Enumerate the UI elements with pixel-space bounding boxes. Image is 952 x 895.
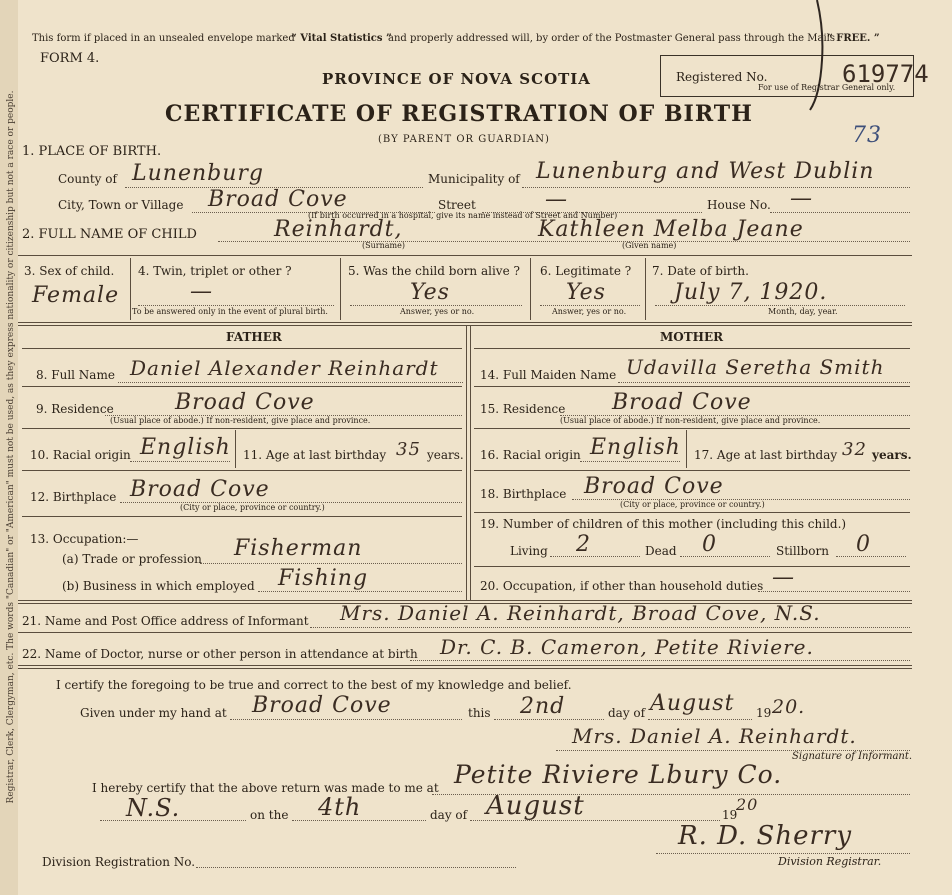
division-registration-label: Division Registration No. (42, 855, 196, 869)
child-surname-value: Reinhardt, (274, 217, 403, 242)
corner-mark: 73 (852, 123, 882, 148)
mother-occupation-label: 20. Occupation, if other than household duties (480, 579, 764, 593)
registered-number-value: 619774 (842, 60, 929, 88)
registrar-day-value: 4th (318, 793, 362, 821)
registrar-place-continued: N.S. (126, 794, 181, 822)
house-number-value: — (790, 186, 813, 211)
stillborn-label: Stillborn (776, 544, 829, 558)
certificate-subtitle: (BY PARENT OR GUARDIAN) (378, 134, 550, 145)
sex-label: 3. Sex of child. (24, 264, 115, 278)
mother-age-unit: years. (872, 448, 912, 462)
born-alive-note: Answer, yes or no. (400, 307, 475, 316)
registrar-day-of-label: day of (430, 808, 468, 822)
division-registrar-label: Division Registrar. (778, 855, 882, 868)
mother-birthplace-value: Broad Cove (584, 474, 724, 499)
twin-note: To be answered only in the event of plural birth. (132, 307, 328, 316)
mother-occupation-value: — (772, 565, 795, 590)
father-trade-value: Fisherman (234, 536, 363, 561)
postal-notice-part-2: and properly addressed will, by order of the Postmaster General pass through the Mails (388, 33, 835, 44)
street-label: Street (438, 198, 476, 212)
mother-age-label: 17. Age at last birthday (694, 448, 838, 462)
certify-statement: I certify the foregoing to be true and correct to the best of my knowledge and belief. (56, 678, 572, 692)
informant-signature-label: Signature of Informant. (792, 751, 913, 762)
certificate-title: CERTIFICATE OF REGISTRATION OF BIRTH (165, 101, 753, 127)
postal-notice-free: “ FREE. ” (827, 33, 880, 44)
date-of-birth-label: 7. Date of birth. (652, 264, 749, 278)
form-number: FORM 4. (40, 51, 100, 66)
living-label: Living (510, 544, 548, 558)
father-age-unit: years. (427, 448, 464, 462)
legitimate-label: 6. Legitimate ? (540, 264, 632, 278)
given-year-value: 20. (772, 696, 806, 718)
municipality-label: Municipality of (428, 172, 520, 186)
child-given-name-value: Kathleen Melba Jeane (538, 217, 804, 242)
given-day-of-label: day of (608, 706, 646, 720)
father-business-label: (b) Business in which employed (62, 579, 255, 593)
given-name-note: (Given name) (622, 241, 677, 250)
father-trade-label: (a) Trade or profession (62, 552, 202, 566)
father-name-label: 8. Full Name (36, 368, 115, 382)
registrar-year-value: 20 (736, 795, 759, 814)
twin-value: — (190, 279, 213, 304)
surname-note: (Surname) (362, 241, 405, 250)
father-racial-value: English (140, 435, 231, 460)
father-birthplace-label: 12. Birthplace (30, 490, 117, 504)
father-birthplace-value: Broad Cove (130, 477, 270, 502)
date-of-birth-value: July 7, 1920. (674, 280, 828, 305)
county-label: County of (58, 172, 117, 186)
registrar-place-value: Petite Riviere Lbury Co. (454, 760, 783, 789)
street-value: — (545, 187, 568, 212)
doctor-label: 22. Name of Doctor, nurse or other person in attendance at birth (22, 647, 418, 661)
father-age-value: 35 (396, 439, 421, 460)
child-name-label: 2. FULL NAME OF CHILD (22, 227, 197, 242)
mother-age-value: 32 (842, 439, 867, 460)
registrar-month-value: August (486, 791, 585, 821)
father-residence-note: (Usual place of abode.) If non-resident, give place and province. (110, 416, 371, 425)
stillborn-value: 0 (856, 532, 871, 557)
twin-label: 4. Twin, triplet or other ? (138, 264, 292, 278)
mother-residence-label: 15. Residence (480, 402, 566, 416)
father-heading: FATHER (226, 330, 282, 344)
date-of-birth-note: Month, day, year. (768, 307, 838, 316)
registrar-general-note: For use of Registrar General only. (758, 83, 896, 92)
this-label: this (468, 706, 491, 720)
father-name-value: Daniel Alexander Reinhardt (130, 356, 439, 380)
dead-value: 0 (702, 532, 717, 557)
father-residence-value: Broad Cove (175, 390, 315, 415)
living-value: 2 (576, 532, 591, 557)
postal-notice-part-1: This form if placed in an unsealed envelope marked (32, 33, 295, 44)
house-number-label: House No. (707, 198, 771, 212)
mother-residence-note: (Usual place of abode.) If non-resident, give place and province. (560, 416, 821, 425)
province-heading: PROVINCE OF NOVA SCOTIA (322, 70, 591, 88)
legitimate-note: Answer, yes or no. (552, 307, 627, 316)
city-label: City, Town or Village (58, 198, 184, 212)
father-age-label: 11. Age at last birthday (243, 448, 387, 462)
postal-notice-vital: “ Vital Statistics ” (291, 33, 392, 44)
father-business-value: Fishing (278, 566, 369, 591)
legitimate-value: Yes (566, 280, 606, 305)
informant-label: 21. Name and Post Office address of Informant (22, 614, 309, 628)
place-of-birth-label: 1. PLACE OF BIRTH. (22, 144, 162, 159)
given-day-value: 2nd (520, 694, 566, 719)
father-residence-label: 9. Residence (36, 402, 114, 416)
father-birthplace-note: (City or place, province or country.) (180, 503, 325, 512)
city-value: Broad Cove (208, 187, 348, 212)
registered-number-label: Registered No. (676, 70, 768, 84)
mother-heading: MOTHER (660, 330, 724, 344)
given-under-hand-label: Given under my hand at (80, 706, 227, 720)
mother-name-value: Udavilla Seretha Smith (626, 355, 885, 379)
sex-value: Female (32, 283, 120, 308)
margin-note: Registrar, Clerk, Clergyman, etc. The words "Canadian" or "American" must not be used, as they express nationality or citizenship but not a race or people. (6, 90, 16, 804)
hospital-note: (If birth occurred in a hospital, give its name instead of Street and Number) (308, 211, 618, 220)
mother-children-label: 19. Number of children of this mother (including this child.) (480, 517, 847, 531)
mother-name-label: 14. Full Maiden Name (480, 368, 617, 382)
mother-racial-label: 16. Racial origin (480, 448, 581, 462)
mother-residence-value: Broad Cove (612, 390, 752, 415)
mother-racial-value: English (590, 435, 681, 460)
given-year-prefix: 19 (756, 706, 772, 720)
father-occupation-label: 13. Occupation:— (30, 532, 139, 546)
municipality-value: Lunenburg and West Dublin (536, 159, 875, 184)
registrar-statement: I hereby certify that the above return was made to me at (92, 781, 439, 795)
dead-label: Dead (645, 544, 677, 558)
mother-birthplace-note: (City or place, province or country.) (620, 500, 765, 509)
registrar-year-prefix: 19 (722, 808, 738, 822)
given-month-value: August (650, 691, 735, 716)
doctor-value: Dr. C. B. Cameron, Petite Riviere. (440, 635, 814, 659)
given-place-value: Broad Cove (252, 693, 392, 718)
mother-birthplace-label: 18. Birthplace (480, 487, 567, 501)
registrar-signature: R. D. Sherry (678, 821, 853, 851)
informant-signature: Mrs. Daniel A. Reinhardt. (572, 724, 857, 748)
father-racial-label: 10. Racial origin (30, 448, 131, 462)
born-alive-label: 5. Was the child born alive ? (348, 264, 520, 278)
registrar-on-the-label: on the (250, 808, 289, 822)
informant-value: Mrs. Daniel A. Reinhardt, Broad Cove, N.S. (340, 601, 821, 625)
born-alive-value: Yes (410, 280, 450, 305)
county-value: Lunenburg (132, 161, 264, 186)
